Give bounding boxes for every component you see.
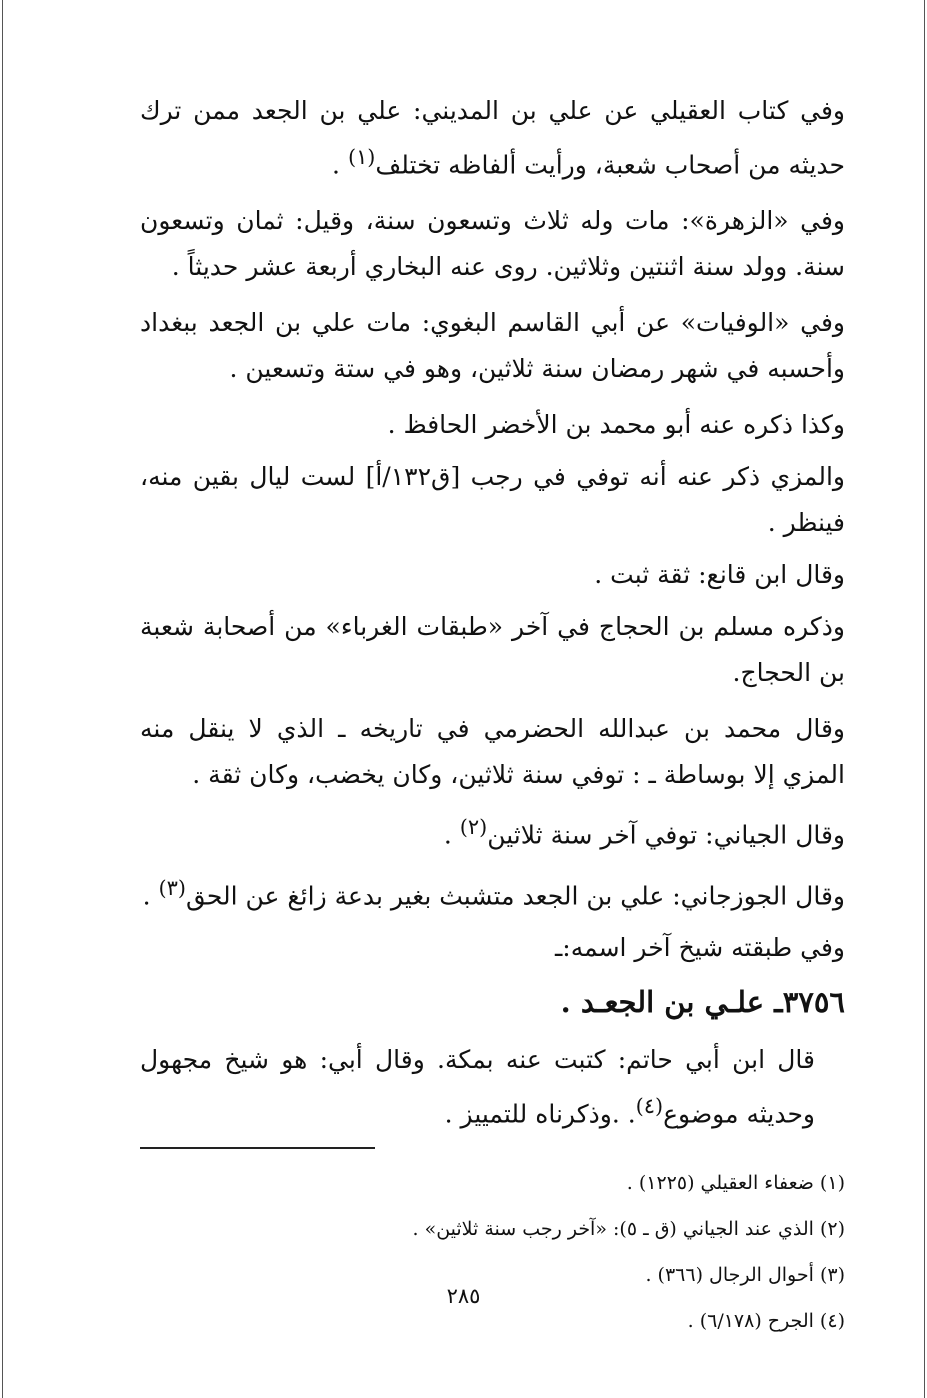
paragraph-wafayat: وفي «الوفيات» عن أبي القاسم البغوي: مات علي بن الجعد ببغداد وأحسبه في شهر رمضان سنة ثلاثين، وهو في ستة وتسعين . bbox=[132, 308, 845, 384]
paragraph-hadrami: وقال محمد بن عبدالله الحضرمي في تاريخه ـ الذي لا ينقل منه المزي إلا بوساطة ـ : توفي سنة ثلاثين، وكان يخضب، وكان ثقة . bbox=[132, 714, 845, 790]
left-page-edge bbox=[2, 0, 3, 1398]
paragraph-zahra: وفي «الزهرة»: مات وله ثلاث وتسعون سنة، وقيل: ثمان وتسعون سنة. وولد سنة اثنتين وثلاثين. روى عنه البخاري أربعة عشر حديثاً . bbox=[132, 206, 845, 282]
paragraph-aqili: وفي كتاب العقيلي عن علي بن المديني: علي بن الجعد ممن ترك حديثه من أصحاب شعبة، ورأيت ألفاظه تختلف$^{(١)}$ . bbox=[132, 96, 845, 180]
paragraph-muslim: وذكره مسلم بن الحجاج في آخر «طبقات الغرباء» من أصحابة شعبة بن الحجاج. bbox=[132, 612, 845, 688]
paragraph-jayyani: وقال الجياني: توفي آخر سنة ثلاثين$^{(٢)}$ . bbox=[443, 815, 845, 850]
footnote-divider bbox=[140, 1147, 375, 1149]
page-body bbox=[132, 88, 846, 1347]
footnote-ref-3: (٣) bbox=[158, 875, 186, 900]
entry-text: قال ابن أبي حاتم: كتبت عنه بمكة. وقال أبي: هو شيخ مجهول وحديثه موضوع$^{(٤)}$. .وذكرناه للتمييز . bbox=[132, 1044, 815, 1129]
footnote-ref-1: (١) bbox=[347, 145, 376, 169]
page-number: ٢٨٥ bbox=[446, 1284, 481, 1308]
paragraph-juzjani: وقال الجوزجاني: علي بن الجعد متشبث بغير بدعة زائغ عن الحق$^{(٣)}$ . bbox=[142, 875, 845, 910]
paragraph-tabaqa: وفي طبقته شيخ آخر اسمه:ـ bbox=[554, 932, 845, 962]
right-page-edge bbox=[924, 0, 925, 1398]
footnote-ref-4: (٤) bbox=[635, 1093, 664, 1118]
footnote-4: (٤) الجرح (٦/١٧٨) . bbox=[687, 1310, 845, 1333]
footnote-2: (٢) الذي عند الجياني (ق ـ ٥): «آخر رجب سنة ثلاثين» . bbox=[412, 1218, 845, 1241]
footnote-1: (١) ضعفاء العقيلي (١٢٢٥) . bbox=[626, 1172, 845, 1195]
footnote-3: (٣) أحوال الرجال (٣٦٦) . bbox=[645, 1264, 845, 1287]
paragraph-ibn-qani: وقال ابن قانع: ثقة ثبت . bbox=[594, 560, 845, 590]
entry-heading: ٣٧٥٦ـ علـي بن الجعـد . bbox=[560, 984, 845, 1019]
footnote-ref-2: (٢) bbox=[459, 815, 488, 840]
paragraph-mizzi: والمزي ذكر عنه أنه توفي في رجب [ق١٣٢/أ] لست ليال بقين منه، فينظر . bbox=[132, 462, 846, 538]
paragraph-akhdar: وكذا ذكره عنه أبو محمد بن الأخضر الحافظ . bbox=[387, 410, 845, 440]
